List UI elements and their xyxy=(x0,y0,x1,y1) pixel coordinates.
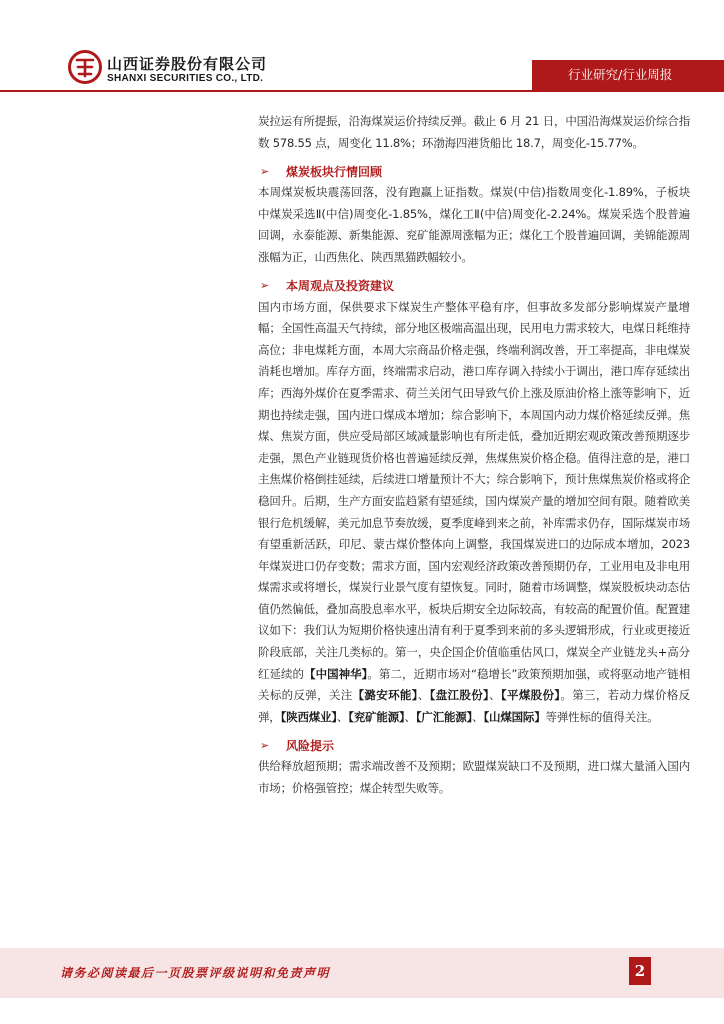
arrow-bullet-icon: ➢ xyxy=(260,738,270,752)
arrow-bullet-icon: ➢ xyxy=(260,279,270,293)
stock-name: 【平煤股份】 xyxy=(500,688,561,703)
text-run: 国内市场方面，保供要求下煤炭生产整体平稳有序，但事故多发部分影响煤炭产量增幅；全国性高温天气持续，部分地区极端高温出现，民用电力需求较大，电煤日耗维持高位；非电煤耗方面，本周大宗商品价格走强，终端利润改善，开工率提高，非电煤炭消耗也增加。库存方面，终端需求启动，港口库存调入持续小于调出，港口库存延续出库；西海外煤价在夏季需求、荷兰关闭气田导致气价上涨及原油价格上涨等影响下，近期也持续走强，国内进口煤成本增加；综合影响下，本周国内动力煤价格延续反弹。焦煤、焦炭方面，供应受局部区域减量影响也有所走低，叠加近期宏观政策改善预期逐步走强，黑色产业链现货价格也普遍延续反弹，焦煤焦炭价格企稳。值得注意的是，港口主焦煤价格倒挂延续，后续进口增量预计不大；综合影响下，预计焦煤焦炭价格或将企稳回升。后期，生产方面安监趋紧有望延续，国内煤炭产量的增加空间有限。随着欧美银行危机缓解，美元加息节奏放缓，夏季度峰到来之前，补库需求仍存，国际煤炭市场有望重新活跃，印尼、蒙古煤价整体向上调整，我国煤炭进口的边际成本增加，2023 年煤炭进口仍存变数；需求方面，国内宏观经济政策改善预期仍存，工业用电及非电用煤需求或将增长，煤炭行业景气度有望恢复。同时，随着市场调整，煤炭股板块动态估值仍然偏低，叠加高股息率水平，板块后期安全边际较高，有较高的配置价值。配置建议如下：我们认为短期价格快速出清有利于夏季到来前的多头逻辑形成，行业或更接近阶段底部，关注几类标的。第一，央企国企价值临重估风口，煤炭全产业链龙头+高分红延续的 xyxy=(258,299,690,681)
stock-name: 【盘江股份】 xyxy=(429,688,490,703)
stock-name: 【陕西煤业】 xyxy=(280,709,337,724)
text-run: 、 xyxy=(472,709,484,724)
paragraph-investment-view xyxy=(258,297,690,729)
company-name-cn: 山西证券股份有限公司 xyxy=(107,55,268,73)
sxzq-logo-icon xyxy=(68,50,102,84)
footer-disclaimer: 请务必阅读最后一页股票评级说明和免责声明 xyxy=(60,966,331,980)
header-divider xyxy=(0,90,724,92)
text-run: 、 xyxy=(489,688,501,703)
stock-name: 【广汇能源】 xyxy=(415,709,473,724)
section-title: 风险提示 xyxy=(286,738,335,753)
company-name-en: SHANXI SECURITIES CO., LTD. xyxy=(107,73,264,84)
report-type-tag: 行业研究/行业周报 xyxy=(532,60,724,90)
section-heading-investment-view xyxy=(258,275,690,297)
paragraph-market-review: 本周煤炭板块震荡回落，没有跑赢上证指数。煤炭(中信)指数周变化-1.89%，子板块中煤炭采选Ⅱ(中信)周变化-1.85%，煤化工Ⅱ(中信)周变化-2.24%。煤炭采选个股普遍回调，永泰能源、新集能源、兖矿能源周涨幅为正；煤化工个股普遍回调，美锦能源周涨幅为正，山西焦化、陕西黑猫跌幅较小。 xyxy=(258,185,690,264)
stock-name: 【山煤国际】 xyxy=(483,709,546,724)
section-heading-risk xyxy=(258,734,690,756)
text-run: 。第三，若动力煤价格反弹， xyxy=(258,688,690,724)
paragraph-risk: 供给释放超预期；需求端改善不及预期；欧盟煤炭缺口不及预期，进口煤大量涌入国内市场；价格强管控；煤企转型失败等。 xyxy=(258,759,690,796)
stock-name: 【中国神华】 xyxy=(304,666,368,681)
section-title: 煤炭板块行情回顾 xyxy=(286,164,383,179)
text-run: 、 xyxy=(404,709,416,724)
arrow-bullet-icon: ➢ xyxy=(260,164,270,178)
page-number: 2 xyxy=(629,957,651,985)
text-run: 等弹性标的值得关注。 xyxy=(545,709,659,724)
section-title: 本周观点及投资建议 xyxy=(286,279,395,294)
page-header xyxy=(0,0,724,100)
text-run: 。第二，近期市场对“稳增长”政策预期加强，或将驱动地产链相关标的反弹，关注 xyxy=(258,666,690,703)
stock-name: 【兖矿能源】 xyxy=(348,709,405,724)
paragraph-freight: 炭拉运有所提振，沿海煤炭运价持续反弹。截止 6 月 21 日，中国沿海煤炭运价综合指数 578.55 点，周变化 11.8%；环渤海四港货船比 18.7，周变化-15.77%。 xyxy=(258,114,690,150)
text-run: 、 xyxy=(417,688,430,703)
report-body xyxy=(258,111,690,800)
section-heading-market-review xyxy=(258,160,690,182)
text-run: 、 xyxy=(336,709,349,724)
page-footer xyxy=(0,948,724,998)
stock-name: 【潞安环能】 xyxy=(352,688,418,703)
